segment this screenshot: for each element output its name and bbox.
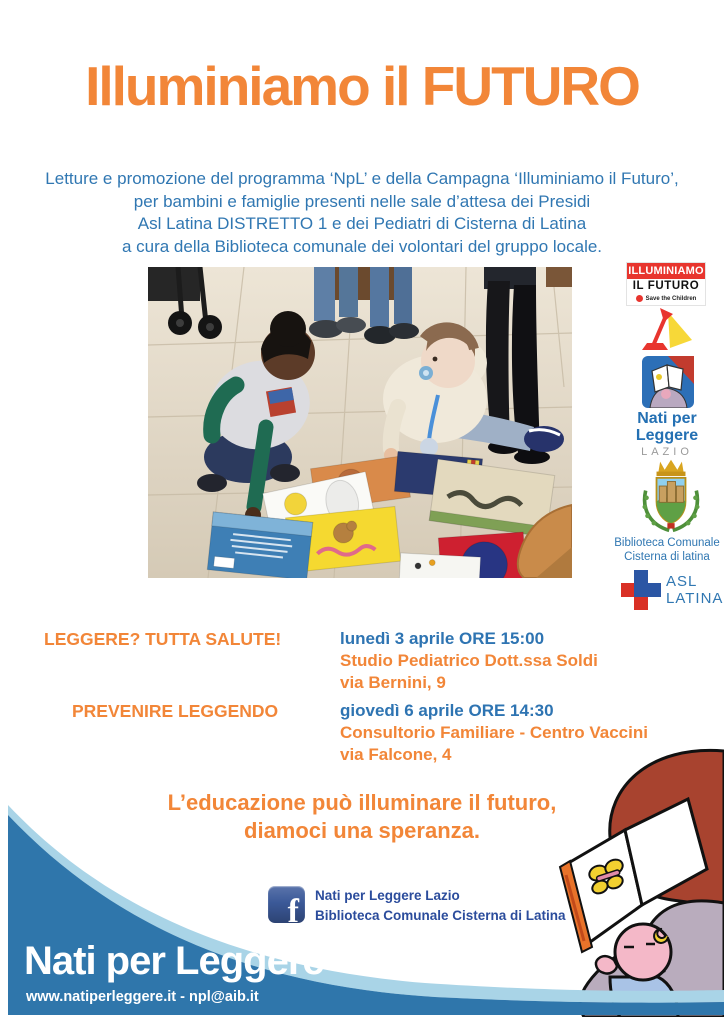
event-place: Consultorio Familiare - Centro Vaccini [340, 723, 648, 742]
desk-lamp-icon [640, 302, 698, 352]
facebook-page-library: Biblioteca Comunale Cisterna di Latina [315, 908, 566, 923]
page-title: Illuminiamo il FUTURO [85, 55, 639, 117]
illuminiamo-label: ILLUMINIAMO [628, 265, 704, 277]
children-reading-photo [148, 267, 572, 578]
npl-region-label: LAZIO [641, 446, 693, 458]
asl-cross-icon [621, 570, 661, 610]
event-detail [340, 628, 700, 694]
intro-paragraph [0, 168, 724, 258]
footer-brand: Nati per Leggere [24, 939, 324, 983]
footer-contact: www.natiperleggere.it - npl@aib.it [26, 989, 259, 1005]
wall-column [546, 267, 572, 287]
event-place: Studio Pediatrico Dott.ssa Soldi [340, 651, 598, 670]
event-address: via Falcone, 4 [340, 745, 452, 764]
library-crest-icon [631, 458, 711, 534]
intro-line: Asl Latina DISTRETTO 1 e dei Pediatri di Cisterna di Latina [137, 214, 587, 233]
library-label: Biblioteca Comunale Cisterna di latina [614, 537, 720, 563]
event-datetime: lunedì 3 aprile ORE 15:00 [340, 629, 545, 648]
event-address: via Bernini, 9 [340, 673, 446, 692]
asl-label: ASL LATINA [666, 573, 724, 607]
event-heading: LEGGERE? TUTTA SALUTE! [44, 629, 282, 649]
intro-line: per bambini e famiglie presenti nelle sale d’attesa dei Presidi [133, 191, 591, 211]
facebook-icon: f [268, 886, 305, 923]
intro-line: Letture e promozione del programma ‘NpL’ e della Campagna ‘Illuminiamo il Futuro’, [45, 169, 679, 188]
event-datetime: giovedì 6 aprile ORE 14:30 [340, 701, 554, 720]
nati-per-leggere-logo-icon [642, 356, 694, 408]
il-futuro-label: IL FUTURO [627, 279, 705, 293]
event-heading: PREVENIRE LEGGENDO [72, 701, 279, 721]
npl-logo-text: Nati per Leggere [635, 410, 699, 444]
intro-line: a cura della Biblioteca comunale dei volontari del gruppo locale. [121, 236, 603, 256]
illuminiamo-il-futuro-logo [627, 263, 705, 305]
save-the-children-icon [636, 295, 643, 302]
slogan: L’educazione può illuminare il futuro, diamoci una speranza. [167, 790, 557, 843]
save-the-children-label: Save the Children [627, 293, 705, 305]
facebook-page-npl: Nati per Leggere Lazio [315, 888, 460, 903]
